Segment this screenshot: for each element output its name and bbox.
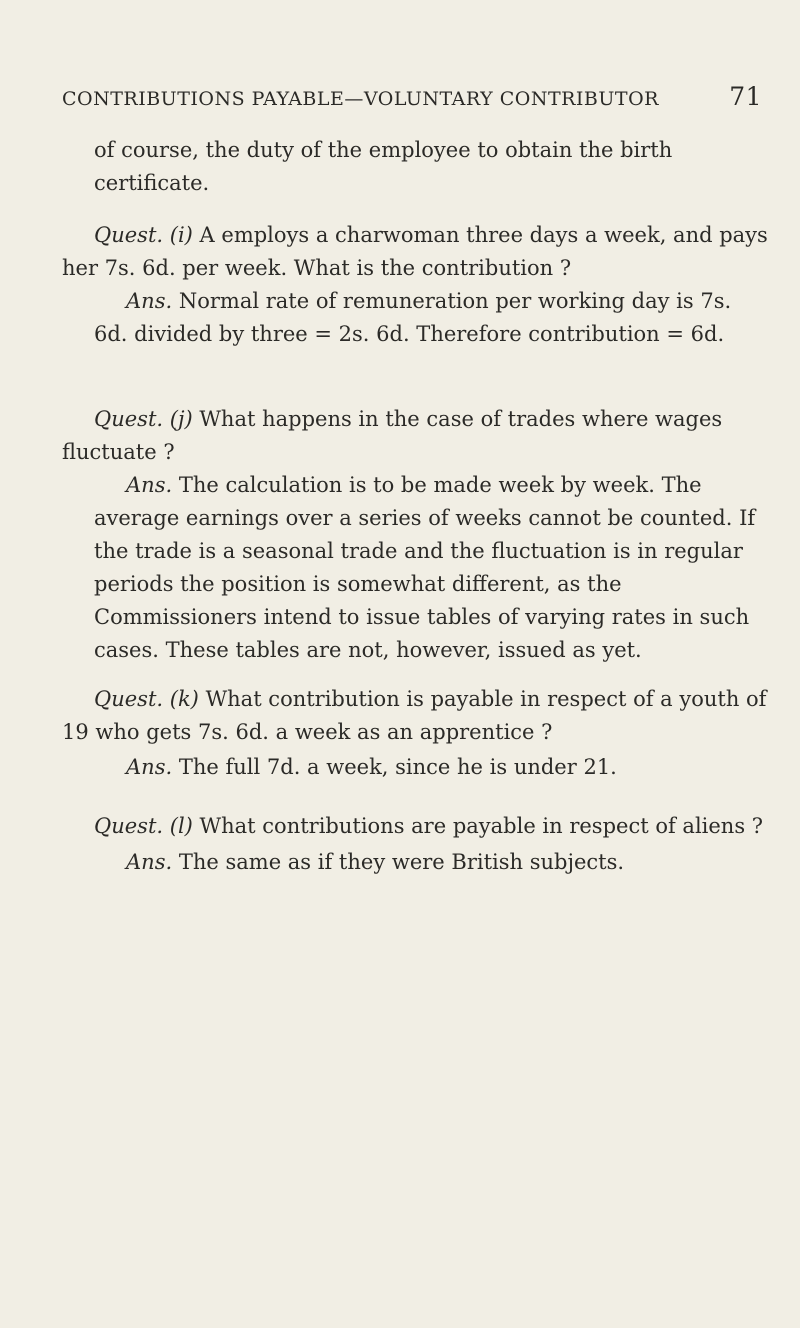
question-i: [62, 219, 770, 285]
question-lead: Quest.: [94, 407, 164, 431]
answer-lead: Ans.: [126, 289, 173, 313]
page-number: 71: [729, 82, 762, 111]
answer-i: [62, 285, 770, 351]
answer-lead: Ans.: [126, 755, 173, 779]
running-title: CONTRIBUTIONS PAYABLE—VOLUNTARY CONTRIBUTOR: [62, 88, 659, 110]
answer-text: Normal rate of remuneration per working day is 7s. 6d. divided by three = 2s. 6d. Therefore contribution = 6d.: [94, 289, 732, 346]
answer-text: The same as if they were British subjects.: [178, 850, 625, 874]
question-text: What contributions are payable in respect of aliens ?: [199, 814, 764, 838]
answer-lead: Ans.: [126, 473, 173, 497]
answer-j: [62, 469, 770, 667]
answer-l: [62, 846, 770, 879]
answer-text: The full 7d. a week, since he is under 21.: [178, 755, 617, 779]
question-lead: Quest.: [94, 223, 164, 247]
question-text: A employs a charwoman three days a week, and pays her 7s. 6d. per week. What is the contribution ?: [62, 223, 768, 280]
running-header: [62, 82, 762, 111]
question-lead: Quest.: [94, 814, 164, 838]
question-label: (k): [169, 687, 199, 711]
question-text: What happens in the case of trades where wages fluctuate ?: [62, 407, 723, 464]
question-k: [62, 683, 770, 749]
answer-k: [62, 751, 770, 784]
question-j: [62, 403, 770, 469]
question-text: What contribution is payable in respect of a youth of 19 who gets 7s. 6d. a week as an apprentice ?: [62, 687, 767, 744]
answer-text: The calculation is to be made week by week. The average earnings over a series of weeks cannot be counted. If the trade is a seasonal trade and the fluctuation is in regular periods the position is somewhat different, as the Commissioners intend to issue tables of varying rates in such cases. These tables are not, however, issued as yet.: [94, 473, 756, 662]
question-label: (j): [169, 407, 193, 431]
question-label: (i): [169, 223, 193, 247]
question-lead: Quest.: [94, 687, 164, 711]
question-label: (l): [169, 814, 193, 838]
continuation-paragraph: of course, the duty of the employee to obtain the birth certificate.: [94, 138, 673, 195]
question-l: [62, 810, 770, 843]
answer-lead: Ans.: [126, 850, 173, 874]
